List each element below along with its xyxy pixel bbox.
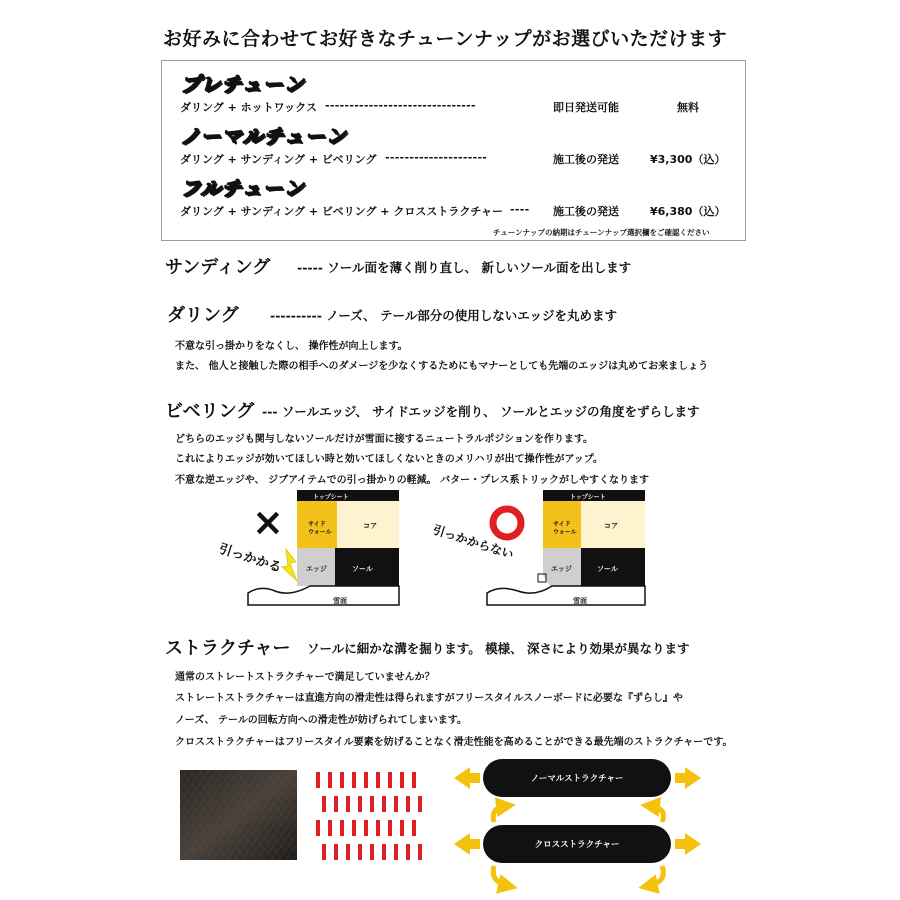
structure-groove xyxy=(394,796,398,812)
sole-label-2: ソール xyxy=(597,565,618,573)
core-label: コア xyxy=(363,522,377,530)
normal-tune-timing: 施工後の発送 xyxy=(553,153,619,166)
structure-groove xyxy=(334,796,338,812)
full-tune-desc: ダリング + サンディング + ビベリング + クロスストラクチャー xyxy=(180,205,503,218)
normal-tune-price: ¥3,300（込） xyxy=(650,153,726,166)
structure-groove xyxy=(322,796,326,812)
structure-groove xyxy=(388,772,392,788)
dulling-title: ダリング xyxy=(167,305,239,326)
structure-groove xyxy=(406,796,410,812)
structure-groove xyxy=(388,820,392,836)
dulling-line-2: また、 他人と接触した際の相手へのダメージを少なくするためにもマナーとしても先端のエッジは丸めてお来ましょう xyxy=(175,361,709,372)
beveling-line-3: 不意な逆エッジや、 ジブアイテムでの引っ掛かりの軽減。 バター・プレス系トリックがしやすくなります xyxy=(175,475,650,486)
structure-groove xyxy=(418,796,422,812)
structure-groove xyxy=(406,844,410,860)
bevel-diagram-bad xyxy=(217,490,399,605)
structure-groove xyxy=(358,796,362,812)
curve-arrow-tl-icon xyxy=(493,806,506,822)
pre-tune-dashes: ------------------------------- xyxy=(325,99,476,112)
normal-tune-dashes: --------------------- xyxy=(385,151,488,164)
structure-groove xyxy=(376,772,380,788)
curve-arrow-tr-icon xyxy=(650,806,664,822)
sidewall-label-2: ウォール xyxy=(308,529,332,536)
sidewall-label-2b: ウォール xyxy=(553,529,577,536)
structure-groove xyxy=(328,820,332,836)
topsheet-label-2: トップシート xyxy=(570,494,606,501)
structure-photo xyxy=(180,770,297,860)
structure-line-2: ストレートストラクチャーは直進方向の滑走性は得られますがフリースタイルスノーボードに必要な『ずらし』や xyxy=(175,693,683,704)
structure-groove xyxy=(316,772,320,788)
no-catch-caption: 引っかからない xyxy=(431,522,516,562)
structure-groove xyxy=(412,772,416,788)
full-tune-price: ¥6,380（込） xyxy=(650,205,726,218)
structure-groove xyxy=(322,844,326,860)
topsheet-label: トップシート xyxy=(313,494,349,501)
snow-surface-2 xyxy=(487,586,645,605)
tune-note: チューンナップの納期はチューンナップ選択欄をご確認ください xyxy=(493,228,710,237)
arrow-left-icon-2 xyxy=(454,833,480,855)
sidewall-label-1: サイド xyxy=(308,521,326,528)
structure-boards xyxy=(450,750,705,895)
beveling-title: ビベリング xyxy=(165,401,255,422)
spark-icon xyxy=(282,549,297,581)
structure-groove xyxy=(328,772,332,788)
structure-groove xyxy=(316,820,320,836)
cross-structure-label: クロスストラクチャー xyxy=(534,840,620,850)
full-tune-title: フルチューン xyxy=(180,176,305,200)
sole-label: ソール xyxy=(352,565,373,573)
beveling-line-1: どちらのエッジも関与しないソールだけが雪面に接するニュートラルポジションを作ります。 xyxy=(175,434,594,445)
structure-groove xyxy=(400,772,404,788)
structure-groove xyxy=(400,820,404,836)
structure-desc: ソールに細かな溝を掘ります。 模様、 深さにより効果が異なります xyxy=(307,641,690,656)
structure-groove xyxy=(394,844,398,860)
structure-groove xyxy=(346,796,350,812)
structure-groove xyxy=(340,820,344,836)
pre-tune-title: プレチューン xyxy=(180,72,305,96)
snow-label-2: 雪面 xyxy=(573,597,587,605)
normal-structure-label: ノーマルストラクチャー xyxy=(530,774,624,784)
pre-tune-desc: ダリング + ホットワックス xyxy=(180,101,317,114)
ok-mark xyxy=(493,509,521,537)
arrow-right-icon-2 xyxy=(675,833,701,855)
edge-label: エッジ xyxy=(306,565,327,573)
full-tune-dashes: ---- xyxy=(510,203,530,216)
snow-label: 雪面 xyxy=(333,597,347,605)
cross-mark: × xyxy=(252,500,284,544)
sanding-title: サンディング xyxy=(165,257,271,278)
structure-line-4: クロスストラクチャーはフリースタイル要素を妨げることなく滑走性能を高めることができる最先端のストラクチャーです。 xyxy=(175,737,733,748)
structure-groove xyxy=(412,820,416,836)
structure-groove xyxy=(352,820,356,836)
catch-caption: 引っかかる xyxy=(216,541,284,576)
curve-arrow-bl-icon xyxy=(493,866,508,886)
structure-groove xyxy=(364,772,368,788)
structure-line-3: ノーズ、 テールの回転方向への滑走性が妨げられてしまいます。 xyxy=(175,715,467,726)
pre-tune-timing: 即日発送可能 xyxy=(553,101,619,114)
curve-arrow-br-icon xyxy=(648,866,663,886)
structure-groove xyxy=(364,820,368,836)
dulling-line-1: 不意な引っ掛かりをなくし、 操作性が向上します。 xyxy=(175,341,408,352)
structure-title: ストラクチャー xyxy=(165,638,291,659)
dulling-desc: ---------- ノーズ、 テール部分の使用しないエッジを丸めます xyxy=(270,308,617,323)
beveling-desc: --- ソールエッジ、 サイドエッジを削り、 ソールとエッジの角度をずらします xyxy=(262,404,700,419)
arrow-right-icon xyxy=(675,767,701,789)
core-label-2: コア xyxy=(604,522,618,530)
structure-groove xyxy=(382,844,386,860)
page-headline: お好みに合わせてお好きなチューンナップがお選びいただけます xyxy=(163,28,728,50)
structure-groove xyxy=(340,772,344,788)
structure-pattern xyxy=(312,770,424,865)
structure-groove xyxy=(358,844,362,860)
structure-groove xyxy=(418,844,422,860)
structure-groove xyxy=(346,844,350,860)
structure-groove xyxy=(382,796,386,812)
structure-groove xyxy=(370,844,374,860)
structure-line-1: 通常のストレートストラクチャーで満足していませんか？ xyxy=(175,672,435,683)
bevel-diagram-good xyxy=(431,490,645,605)
structure-groove xyxy=(370,796,374,812)
bevel-diagrams xyxy=(200,485,720,610)
pre-tune-price: 無料 xyxy=(677,101,699,114)
normal-tune-title: ノーマルチューン xyxy=(180,124,347,148)
structure-groove xyxy=(352,772,356,788)
structure-groove xyxy=(334,844,338,860)
arrow-left-icon xyxy=(454,767,480,789)
structure-groove xyxy=(376,820,380,836)
beveling-line-2: これによりエッジが効いてほしい時と効いてほしくないときのメリハリが出て操作性がアップ。 xyxy=(175,454,603,465)
normal-tune-desc: ダリング + サンディング + ビベリング xyxy=(180,153,377,166)
sidewall-label-2a: サイド xyxy=(553,521,571,528)
sanding-desc: ----- ソール面を薄く削り直し、 新しいソール面を出します xyxy=(297,260,632,275)
snow-surface xyxy=(248,586,399,605)
full-tune-timing: 施工後の発送 xyxy=(553,205,619,218)
edge-label-2: エッジ xyxy=(551,565,572,573)
